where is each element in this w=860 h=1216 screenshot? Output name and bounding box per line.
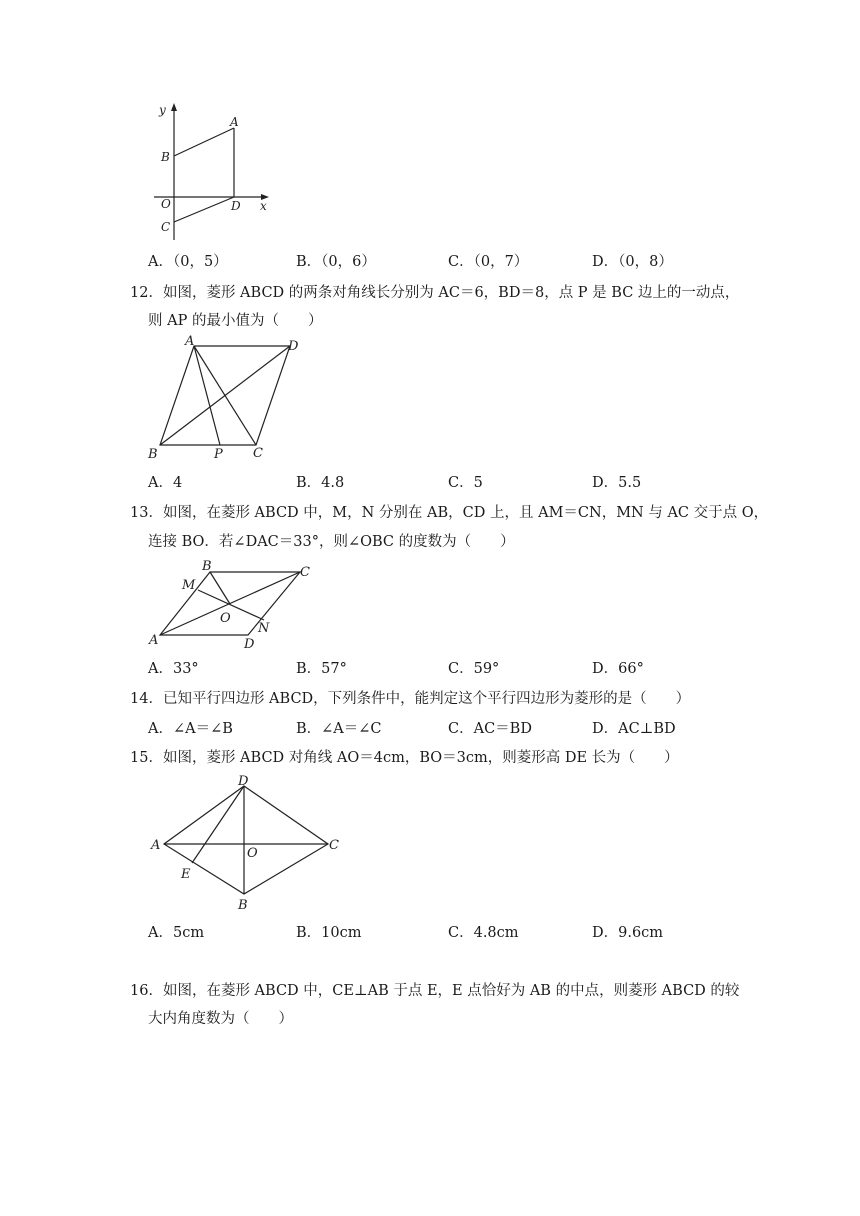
q14-option-c: C．AC＝BD — [448, 721, 532, 737]
q15-option-b: B．10cm — [296, 925, 362, 941]
q11-label-x: x — [260, 199, 267, 213]
q13-option-c: C．59° — [448, 661, 500, 677]
q11-label-y: y — [159, 103, 166, 117]
q13-label-O: O — [220, 611, 231, 626]
q12-label-P: P — [214, 447, 223, 462]
q15-label-A: A — [151, 838, 161, 853]
q13-stem-line1: 13．如图，在菱形 ABCD 中，M，N 分别在 AB，CD 上，且 AM＝CN，MN 与 AC 交于点 O， — [130, 505, 769, 521]
q15-option-a: A．5cm — [148, 925, 205, 941]
q12-option-d: D．5.5 — [592, 475, 642, 491]
q15-label-D: D — [238, 774, 249, 789]
q12-label-A: A — [185, 334, 195, 349]
q11-option-d: D．（0，8） — [592, 254, 673, 270]
q15-figure — [140, 772, 350, 916]
q13-option-d: D．66° — [592, 661, 644, 677]
q11-label-D: D — [231, 199, 241, 213]
q12-option-c: C．5 — [448, 475, 483, 491]
q15-stem-line1: 15．如图，菱形 ABCD 对角线 AO＝4cm，BO＝3cm，则菱形高 DE 长为（ ） — [130, 750, 679, 766]
q11-option-b: B．（0，6） — [296, 254, 376, 270]
q15-options — [0, 923, 860, 943]
q11-option-a: A．（0，5） — [148, 254, 228, 270]
q13-label-B: B — [202, 559, 212, 574]
q11-label-A: A — [230, 115, 239, 129]
q12-label-D: D — [288, 339, 299, 354]
q13-label-C: C — [300, 565, 310, 580]
q14-stem-line1: 14．已知平行四边形 ABCD，下列条件中，能判定这个平行四边形为菱形的是（ ） — [130, 691, 691, 707]
q11-options — [0, 252, 860, 272]
q13-stem-line2: 连接 BO．若∠DAC＝33°，则∠OBC 的度数为（ ） — [148, 534, 515, 550]
q15-option-c: C．4.8cm — [448, 925, 519, 941]
q14-option-d: D．AC⊥BD — [592, 721, 676, 737]
q12-figure — [140, 332, 310, 464]
q13-label-M: M — [182, 578, 196, 593]
q13-label-N: N — [258, 621, 270, 636]
q11-label-O: O — [161, 197, 171, 211]
q15-label-E: E — [181, 867, 191, 882]
q14-option-b: B．∠A＝∠C — [296, 721, 382, 737]
q12-stem-line2: 则 AP 的最小值为（ ） — [148, 313, 323, 329]
q11-label-B: B — [161, 150, 170, 164]
q15-label-B: B — [238, 898, 248, 913]
q11-figure — [150, 100, 280, 242]
q14-options — [0, 719, 860, 739]
q16-stem-line2: 大内角度数为（ ） — [148, 1011, 293, 1027]
q11-label-C: C — [161, 220, 171, 234]
q12-label-C: C — [253, 446, 263, 461]
q15-label-O: O — [247, 846, 258, 861]
q15-label-C: C — [329, 838, 339, 853]
q13-figure — [140, 556, 330, 652]
q12-stem-line1: 12．如图，菱形 ABCD 的两条对角线长分别为 AC＝6，BD＝8，点 P 是 BC 边上的一动点， — [130, 285, 740, 301]
q12-option-b: B．4.8 — [296, 475, 345, 491]
q13-label-A: A — [149, 633, 159, 648]
q13-label-D: D — [244, 637, 255, 652]
q11-option-c: C．（0，7） — [448, 254, 529, 270]
q13-options — [0, 659, 860, 679]
q12-options — [0, 473, 860, 493]
q13-option-b: B．57° — [296, 661, 347, 677]
q12-option-a: A．4 — [148, 475, 183, 491]
q16-stem-line1: 16．如图，在菱形 ABCD 中，CE⊥AB 于点 E，E 点恰好为 AB 的中点，则菱形 ABCD 的较 — [130, 983, 740, 999]
q14-option-a: A．∠A＝∠B — [148, 721, 233, 737]
q15-option-d: D．9.6cm — [592, 925, 664, 941]
q13-option-a: A．33° — [148, 661, 199, 677]
q12-label-B: B — [148, 447, 158, 462]
